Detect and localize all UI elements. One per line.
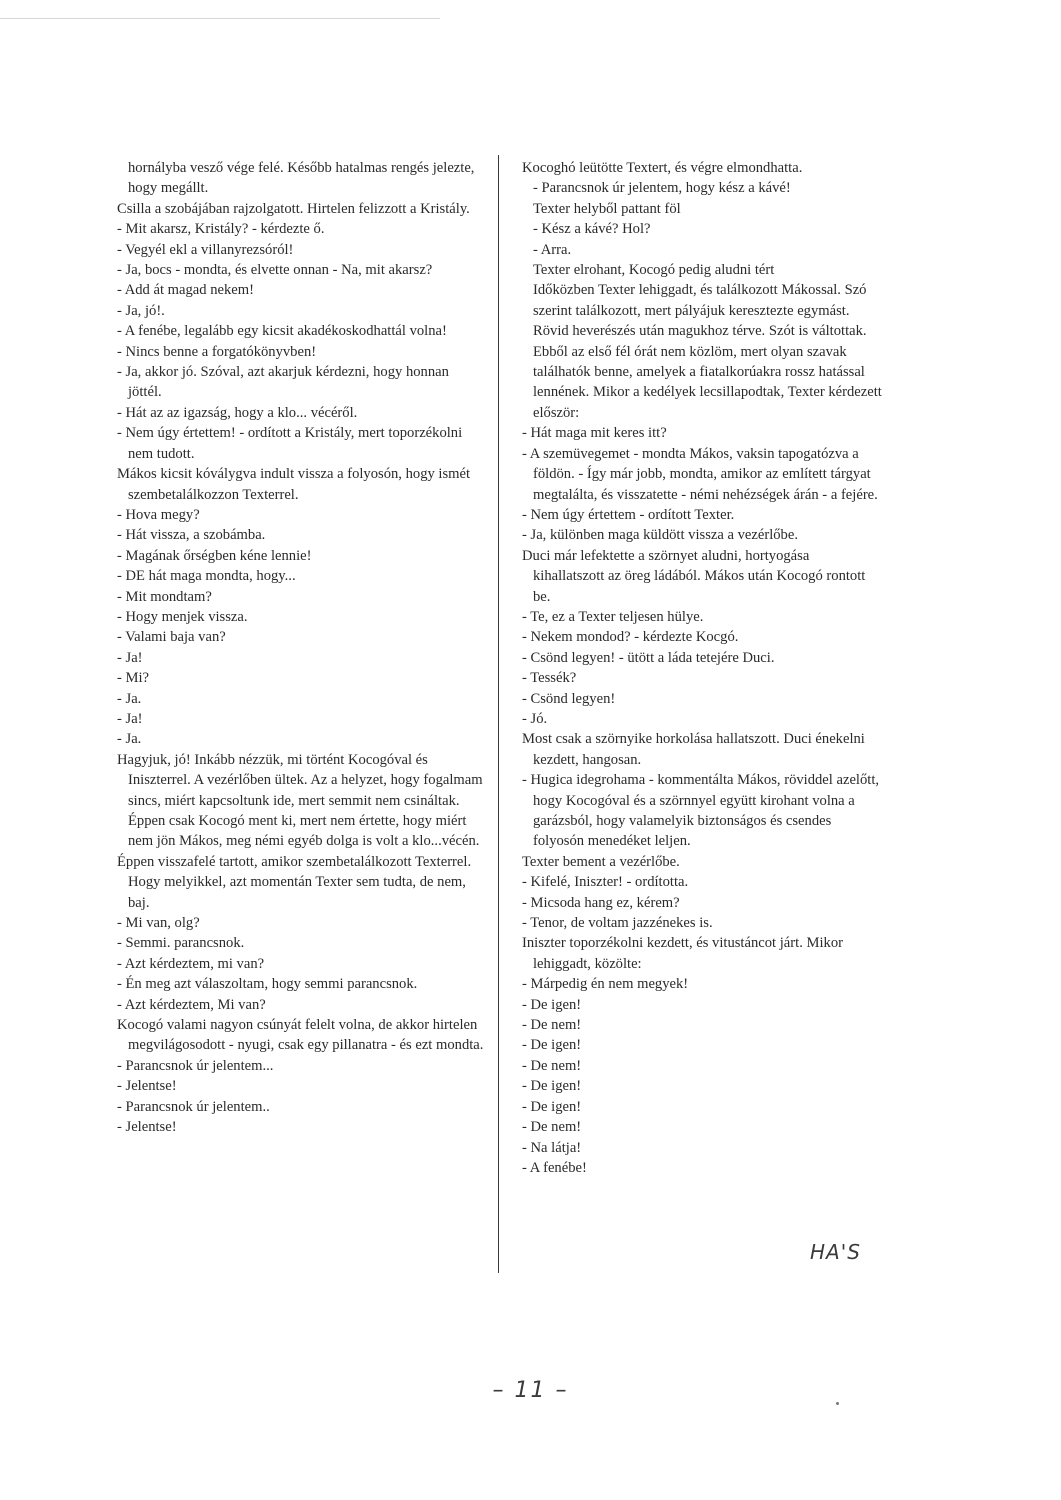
paragraph: - De nem! xyxy=(522,1057,582,1074)
left-text-column xyxy=(117,158,485,1138)
paragraph: - De igen! xyxy=(522,1037,582,1054)
paragraph: Kocoghó leütötte Textert, és végre elmondhatta. xyxy=(522,160,803,176)
paragraph: - Ja! xyxy=(117,649,143,666)
paragraph: - Én meg azt válaszoltam, hogy semmi parancsnok. xyxy=(117,976,418,993)
paragraph: - Ja, bocs - mondta, és elvette onnan - Na, mit akarsz? xyxy=(117,262,433,279)
paragraph: - Hogy menjek vissza. xyxy=(117,608,248,625)
paragraph: - A fenébe! xyxy=(522,1159,587,1176)
paragraph: Texter elrohant, Kocogó pedig aludni tért xyxy=(533,262,775,279)
paragraph: - Ja, különben maga küldött vissza a vezérlőbe. xyxy=(522,527,798,544)
paragraph: Kocogó valami nagyon csúnyát felelt volna, de akkor hirtelen megvilágosodott - nyugi, csak egy pillanatra - és ezt mondta. xyxy=(117,1017,484,1054)
author-signature: HA'S xyxy=(810,1240,861,1264)
paragraph: - Ja. xyxy=(117,731,142,748)
paragraph: - De igen! xyxy=(522,996,582,1013)
paragraph: - Parancsnok úr jelentem, hogy kész a kávé! xyxy=(533,180,791,197)
paragraph: - Mi van, olg? xyxy=(117,915,200,932)
paragraph: - De igen! xyxy=(522,1098,582,1115)
paragraph: - Vegyél ekl a villanyrezsóról! xyxy=(117,241,294,258)
paragraph: - Hova megy? xyxy=(117,506,200,523)
paragraph: - A fenébe, legalább egy kicsit akadékoskodhattál volna! xyxy=(117,323,447,340)
paragraph: - Valami baja van? xyxy=(117,629,226,646)
paragraph: - Nincs benne a forgatókönyvben! xyxy=(117,343,317,360)
paragraph: - Kifelé, Iniszter! - ordította. xyxy=(522,874,689,891)
paragraph: - Na látja! xyxy=(522,1139,582,1156)
paragraph: - Mi? xyxy=(117,670,150,687)
paragraph: - Hát maga mit keres itt? xyxy=(522,425,667,442)
paragraph: - Azt kérdeztem, Mi van? xyxy=(117,996,266,1013)
right-text-column xyxy=(522,158,882,1178)
paragraph: hornályba vesző vége felé. Később hatalmas rengés jelezte, hogy megállt. xyxy=(128,160,475,197)
paragraph: - De igen! xyxy=(522,1078,582,1095)
paragraph: - Csönd legyen! xyxy=(522,690,616,707)
paragraph: - Jelentse! xyxy=(117,1078,177,1095)
paragraph: Duci már lefektette a szörnyet aludni, hortyogása kihallatszott az öreg ládából. Mákos után Kocogó rontott be. xyxy=(522,547,866,605)
paragraph: - Tessék? xyxy=(522,670,577,687)
paragraph: - De nem! xyxy=(522,1017,582,1034)
paragraph: - Ja, akkor jó. Szóval, azt akarjuk kérdezni, hogy honnan jöttél. xyxy=(117,364,449,401)
paragraph: - Parancsnok úr jelentem... xyxy=(117,1057,274,1074)
paragraph: - Mit mondtam? xyxy=(117,588,212,605)
paragraph: - Ja, jó!. xyxy=(117,302,165,319)
paragraph: - Magának őrségben kéne lennie! xyxy=(117,547,312,564)
paragraph: - Micsoda hang ez, kérem? xyxy=(522,894,680,911)
paragraph: - Semmi. parancsnok. xyxy=(117,935,245,952)
paragraph: - Add át magad nekem! xyxy=(117,282,254,299)
paragraph: - Ja. xyxy=(117,690,142,707)
paragraph: Texter bement a vezérlőbe. xyxy=(522,853,680,870)
paragraph: - DE hát maga mondta, hogy... xyxy=(117,568,296,585)
paragraph: - Márpedig én nem megyek! xyxy=(522,976,689,993)
paragraph: Éppen visszafelé tartott, amikor szembetalálkozott Texterrel. Hogy melyikkel, azt momentán Texter sem tudta, de nem, baj. xyxy=(117,853,472,911)
paragraph: - Mit akarsz, Kristály? - kérdezte ő. xyxy=(117,221,325,238)
paragraph: - Te, ez a Texter teljesen hülye. xyxy=(522,608,704,625)
paragraph: Mákos kicsit kóválygva indult vissza a folyosón, hogy ismét szembetalálkozzon Texterrel. xyxy=(117,466,471,503)
paragraph: Időközben Texter lehiggadt, és találkozott Mákossal. Szó szerint találkozott, mert pályájuk keresztezte egymást. Rövid heverészés után magukhoz térve. Szót is váltottak. Ebből az első fél órát nem közlöm, mert olyan szavak találhatók benne, amelyek a fiatalkorúakra rossz hatással lennének. Mikor a kedélyek lecsillapodtak, Texter kérdezett először: xyxy=(533,282,882,421)
paragraph: - Nekem mondod? - kérdezte Kocgó. xyxy=(522,629,739,646)
paragraph: - A szemüvegemet - mondta Mákos, vaksin tapogatózva a földön. - Így már jobb, mondta, amikor az említett tárgyat megtalálta, és visszatette - némi nehézségek árán - a fejére. xyxy=(522,445,878,503)
paragraph: Hagyjuk, jó! Inkább nézzük, mi történt Kocogóval és Iniszterrel. A vezérlőben ültek. Az a helyzet, hogy fogalmam sincs, miért kapcsoltunk ide, mert semmit nem csináltak. Éppen csak Kocogó ment ki, mert nem értette, hogy miért nem jön Mákos, meg némi egyéb dolga is volt a klo...vécén. xyxy=(117,751,483,850)
paragraph: - Nem úgy értettem - ordított Texter. xyxy=(522,506,735,523)
paragraph: - Parancsnok úr jelentem.. xyxy=(117,1098,270,1115)
page-number: – 11 – xyxy=(492,1378,569,1403)
paragraph: - Ja! xyxy=(117,710,143,727)
paragraph: - Csönd legyen! - ütött a láda tetejére Duci. xyxy=(522,649,775,666)
paragraph: - Hát az az igazság, hogy a klo... vécéről. xyxy=(117,404,358,421)
paragraph: - Arra. xyxy=(533,241,572,258)
paragraph: Texter helyből pattant föl xyxy=(533,200,681,217)
paragraph: - Hugica idegrohama - kommentálta Mákos, röviddel azelőtt, hogy Kocogóval és a szörnnyel együtt kirohant volna a garázsból, hogy valamelyik biztonságos és csendes folyosón menedéket leljen. xyxy=(522,772,880,850)
top-rule xyxy=(0,18,440,19)
paragraph: - Hát vissza, a szobámba. xyxy=(117,527,266,544)
paragraph: - Nem úgy értettem! - ordított a Kristály, mert toporzékolni nem tudott. xyxy=(117,425,463,462)
paragraph: - Jó. xyxy=(522,710,548,727)
paragraph: - Azt kérdeztem, mi van? xyxy=(117,955,265,972)
paragraph: - De nem! xyxy=(522,1119,582,1136)
column-divider xyxy=(498,155,499,1273)
paragraph: Csilla a szobájában rajzolgatott. Hirtelen felizzott a Kristály. xyxy=(117,200,470,217)
paragraph: - Kész a kávé? Hol? xyxy=(533,221,651,238)
paragraph: Most csak a szörnyike horkolása hallatszott. Duci énekelni kezdett, hangosan. xyxy=(522,731,865,768)
paragraph: Iniszter toporzékolni kezdett, és vitustáncot járt. Mikor lehiggadt, közölte: xyxy=(522,935,843,972)
paragraph: - Jelentse! xyxy=(117,1119,177,1136)
scan-speck xyxy=(836,1402,839,1405)
paragraph: - Tenor, de voltam jazzénekes is. xyxy=(522,915,713,932)
